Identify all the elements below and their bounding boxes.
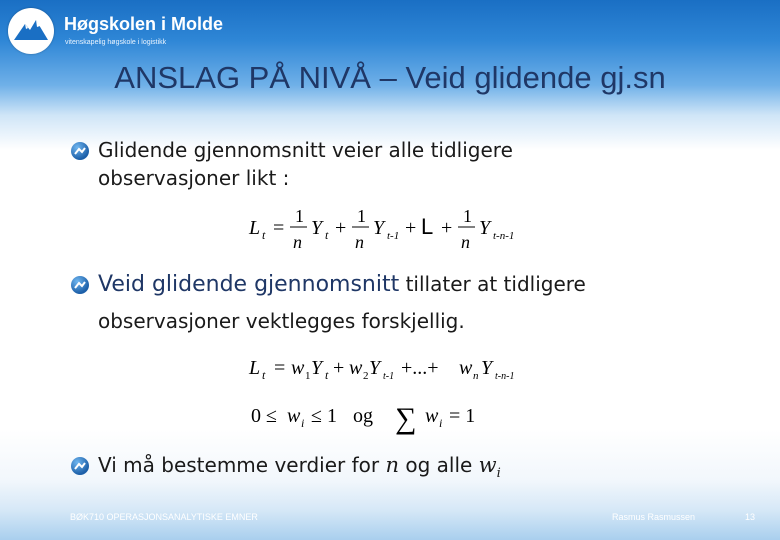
svg-text:t-1: t-1 <box>387 230 400 242</box>
svg-text:w: w <box>291 357 305 379</box>
svg-text:+: + <box>405 217 417 239</box>
svg-text:L: L <box>421 214 434 239</box>
logo-name: Høgskolen i Molde <box>64 14 224 34</box>
svg-text:Y: Y <box>311 357 323 379</box>
formula-weighted-moving-average <box>245 350 545 386</box>
svg-text:1: 1 <box>357 206 366 226</box>
bullet-2-line2: observasjoner vektlegges forskjellig. <box>98 309 465 333</box>
footer-course: BØK710 OPERASJONSANALYTISKE EMNER <box>70 512 258 522</box>
formula-weight-constraints <box>245 396 505 436</box>
svg-text:Y: Y <box>481 357 493 379</box>
svg-text:t: t <box>262 228 266 242</box>
f1-lhs: L <box>249 217 261 239</box>
svg-text:+: + <box>335 217 347 239</box>
svg-text:w: w <box>425 405 439 427</box>
svg-text:≤ 1: ≤ 1 <box>311 405 337 427</box>
footer-author: Rasmus Rasmussen <box>612 512 696 522</box>
bullet-icon <box>71 142 89 160</box>
svg-text:og: og <box>353 405 373 427</box>
bullet-3-middle: og alle <box>398 453 479 477</box>
svg-text:w: w <box>459 357 473 379</box>
bullet-3-n: n <box>385 453 399 477</box>
svg-text:w: w <box>349 357 363 379</box>
logo <box>8 8 228 56</box>
bullet-3-sub: i <box>496 466 501 481</box>
svg-text:w: w <box>287 405 301 427</box>
bullet-2 <box>98 270 738 335</box>
bullet-icon <box>71 276 89 294</box>
svg-text:+: + <box>441 217 453 239</box>
svg-text:i: i <box>301 416 305 430</box>
logo-tagline: vitenskapelig høgskole i logistikk <box>65 39 167 46</box>
svg-text:Y: Y <box>373 217 385 239</box>
svg-text:+...+: +...+ <box>401 357 439 379</box>
svg-text:n: n <box>461 232 470 252</box>
bullet-icon <box>71 457 89 475</box>
svg-text:t: t <box>262 368 266 382</box>
svg-text:Y: Y <box>311 217 323 239</box>
svg-text:1: 1 <box>305 370 311 382</box>
svg-text:t-1: t-1 <box>383 371 395 382</box>
svg-text:t-n-1: t-n-1 <box>493 230 515 242</box>
svg-text:n: n <box>293 232 302 252</box>
bullet-3-w: w <box>478 453 497 477</box>
svg-text:0 ≤: 0 ≤ <box>251 405 277 427</box>
bullet-3-prefix: Vi må bestemme verdier for <box>98 453 386 477</box>
svg-text:n: n <box>355 232 364 252</box>
bullet-1-line2: observasjoner likt : <box>98 166 290 190</box>
formula-simple-moving-average <box>245 200 545 256</box>
svg-text:1: 1 <box>295 206 304 226</box>
svg-text:1: 1 <box>463 206 472 226</box>
bullet-3 <box>98 451 698 488</box>
bullet-2-highlight: Veid glidende gjennomsnitt <box>98 272 400 297</box>
svg-text:=: = <box>273 217 285 239</box>
svg-text:L: L <box>249 357 261 379</box>
svg-text:t: t <box>325 368 329 382</box>
bullet-2-rest: tillater at tidligere <box>399 272 586 296</box>
svg-text:2: 2 <box>363 370 369 382</box>
svg-text:i: i <box>439 416 443 430</box>
svg-text:+: + <box>333 357 345 379</box>
svg-text:=: = <box>274 357 286 379</box>
mountain-logo-icon <box>8 8 54 54</box>
svg-text:n: n <box>473 370 479 382</box>
svg-text:= 1: = 1 <box>449 405 476 427</box>
svg-text:∑: ∑ <box>395 402 417 435</box>
svg-text:Y: Y <box>479 217 491 239</box>
slide-title: ANSLAG PÅ NIVÅ – Veid glidende gj.sn <box>114 60 666 95</box>
svg-text:t-n-1: t-n-1 <box>495 371 515 382</box>
bullet-1 <box>98 136 698 192</box>
svg-text:t: t <box>325 228 329 242</box>
footer-page-number: 13 <box>745 512 756 522</box>
bullet-1-line1: Glidende gjennomsnitt veier alle tidligere <box>98 138 513 162</box>
svg-text:Y: Y <box>369 357 381 379</box>
